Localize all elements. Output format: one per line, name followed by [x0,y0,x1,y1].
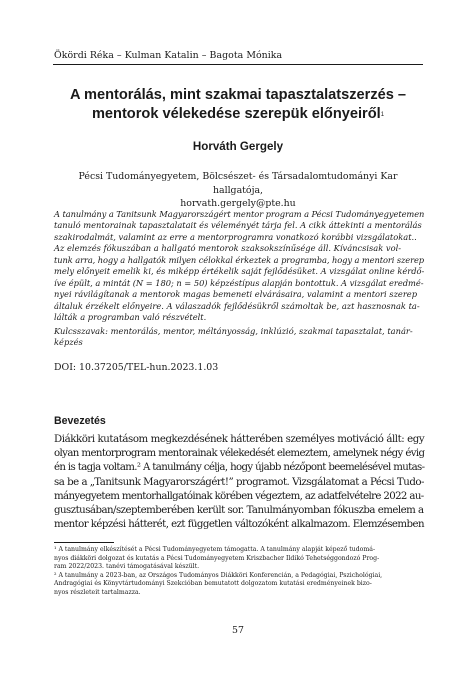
title-line-1: A mentorálás, mint szakmai tapasztalatszerzés – [69,87,407,103]
affiliation-institution: Pécsi Tudományegyetem, Bölcsészet- és Társadalomtudományi Kar hallgatója, [78,171,398,196]
body-line: én is tagja voltam.² A tanulmány célja, hogy újabb nézőpont beemelésével mutas- [54,462,425,474]
section-heading: Bevezetés [54,415,106,427]
abstract-line: nyei rávilágítanak a mentorok magas bemeneti elvárásaira, valamint a mentori szerep [54,289,418,300]
abstract-line: szakirodalmát, valamint az erre a mentorprogramra vonatkozó korábbi vizsgálatokat.. [54,231,417,242]
article-title [54,86,422,123]
body-line: mentor képzési hátterét, ezt független változóként alkalmazom. Elemzésemben [54,519,424,531]
author-affiliation [54,170,422,211]
body-line: sa be a „Tanitsunk Magyarországért!” programot. Vizsgálatomat a Pécsi Tudo- [54,476,424,488]
abstract-line: tunk arra, hogy a hallgatók milyen célokkal érkeztek a programba, hogy a mentori szerep [54,254,425,265]
title-line-2-text: mentorok vélekedése szerepük előnyeiről [91,105,381,122]
header-rule [53,64,423,65]
title-line-2 [54,105,422,124]
author-name: Horváth Gergely [192,140,284,153]
keywords [54,326,424,349]
body-line: Diákköri kutatásom megkezdésének hátterében személyes motiváció állt: egy [54,434,425,445]
running-header: Ökördi Réka – Kulman Katalin – Bagota Mónika [54,50,283,61]
abstract-line: Az elemzés fókuszában a hallgató mentorok szaksokszínűsége áll. Kíváncsisak vol- [54,243,402,254]
body-text [54,433,424,532]
abstract-line: lálták a programban való részvételt. [54,312,207,323]
abstract-line: mely előnyeit emelik ki, és miképp értékelik saját fejlődésüket. A vizsgálat online kérdő- [54,266,425,277]
doi: DOI: 10.37205/TEL-hun.2023.1.03 [54,362,219,373]
footnote-rule [54,542,114,543]
footnote-line: ram 2022/2023. tanévi támogatásával készült. [54,563,200,571]
footnote-line: nyos diákköri dolgozat és kutatás a Pécsi Tudományegyetem Kriszbacher Ildikó Tehetséggondozó Prog- [54,554,380,562]
affiliation-email: horvath.gergely@pte.hu [180,198,296,209]
abstract-line: A tanulmány a Tanitsunk Magyarországért mentor program a Pécsi Tudományegyetemen [54,209,425,219]
abstract-line: általuk érzékelt előnyeire. A válaszadók fejlődésükről számoltak be, azt hasznosnak ta- [54,300,420,311]
body-line: mányegyetem mentorhallgatóinak körében végeztem, az adatfelvételre 2022 au- [54,490,424,502]
abstract-line: tanuló mentorainak tapasztalatait és véleményét tárja fel. A cikk áttekinti a mentorálás [54,220,422,231]
footnotes [54,546,424,598]
abstract-line: íve épült, a mintát (N = 180; n = 50) képzéstípus alapján bontottuk. A vizsgálat eredmé- [54,277,424,288]
keywords-line: képzés [54,337,83,348]
title-footnote-mark: 1 [380,111,385,118]
body-line: gusztusában/szeptemberében került sor. Tanulmányomban fókuszba emelem a [54,505,424,517]
abstract [54,209,424,324]
page-number: 57 [232,625,244,636]
footnote-line: nyos részleteit tartalmazza. [54,588,141,596]
footnote-line: ² A tanulmány a 2023-ban, az Országos Tudományos Diákköri Konferencián, a Pedagógiai, Pszichológiai, [54,571,383,579]
footnote-line: ¹ A tanulmány elkészítését a Pécsi Tudományegyetem támogatta. A tanulmány alapját képező tudomá- [54,546,376,553]
body-line: olyan mentorprogram mentorainak vélekedését elemeztem, amelynek négy évig [54,448,425,460]
footnote-line: Andragógiai és Könyvtártudományi Szekcióban bemutatott dolgozatom kutatási eredményeinek bizo- [54,580,372,588]
keywords-line: Kulcsszavak: mentorálás, mentor, méltányosság, inklúzió, szakmai tapasztalat, tanár- [54,326,413,336]
